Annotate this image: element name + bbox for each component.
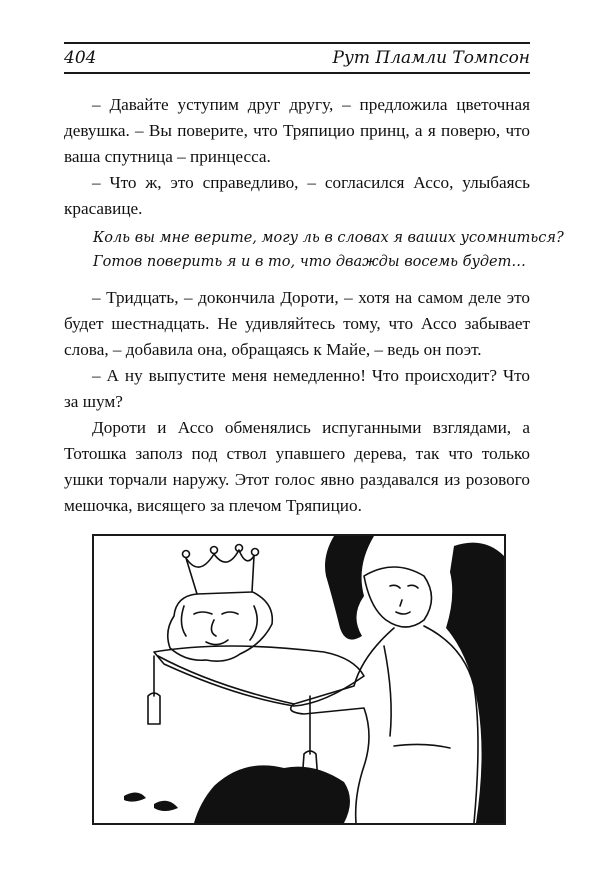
running-head	[64, 46, 530, 70]
header-top-rule	[64, 42, 530, 44]
paragraph: Дороти и Ассо обменялись испуганными взглядами, а Тотошка заполз под ствол упавшего дерева, так что только ушки торчали наружу. Этот голос явно раздавался из розового мешочка, висящего за плечом Тряпицио.	[64, 418, 530, 515]
header-bottom-rule	[64, 72, 530, 74]
illustration-drawing-icon	[94, 536, 504, 823]
verse-line: Коль вы мне верите, могу ль в словах я ваших усомниться?	[93, 230, 564, 246]
body-text-top	[64, 92, 530, 222]
paragraph: – Что ж, это справедливо, – согласился Ассо, улыбаясь красавице.	[64, 173, 530, 218]
paragraph: – А ну выпустите меня немедленно! Что происходит? Что за шум?	[64, 366, 530, 411]
paragraph: – Тридцать, – докончила Дороти, – хотя на самом деле это будет шестнадцать. Не удивляйтесь тому, что Ассо забывает слова, – добавила она, обращаясь к Майе, – ведь он поэт.	[64, 288, 530, 359]
verse-block	[93, 226, 564, 274]
page-number: 404	[64, 48, 97, 68]
paragraph: – Давайте уступим друг другу, – предложила цветочная девушка. – Вы поверите, что Тряпицио принц, а я поверю, что ваша спутница – принцесса.	[64, 95, 530, 166]
body-text-bottom	[64, 285, 530, 519]
verse-line: Готов поверить я и в то, что дважды восемь будет…	[93, 254, 526, 270]
illustration	[92, 534, 506, 825]
running-head-author: Рут Пламли Томпсон	[332, 48, 530, 68]
